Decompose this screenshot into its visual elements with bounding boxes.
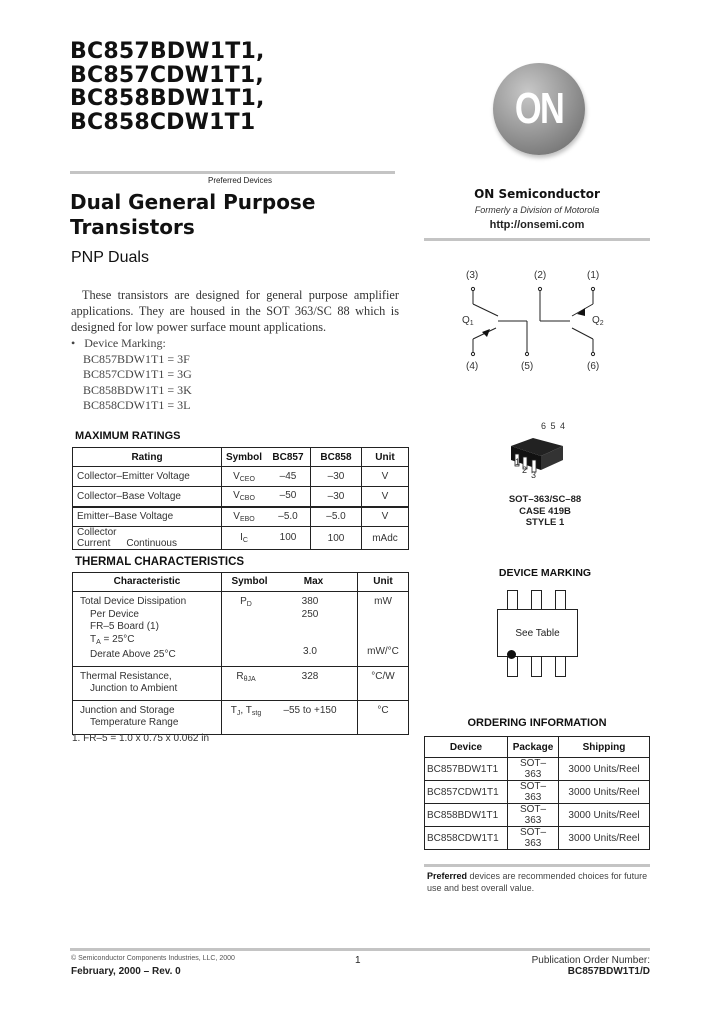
q1-label: $Q_1$ <box>462 315 474 327</box>
preferred-note-text: devices are recommended choices for future use and best overall value. <box>427 871 648 893</box>
cell-bc858: –30 <box>311 467 362 487</box>
cell-characteristic <box>73 700 222 734</box>
col-unit: Unit <box>362 448 409 467</box>
ordering-title: ORDERING INFORMATION <box>467 717 607 729</box>
table-header-row <box>73 573 409 592</box>
marking-list <box>83 352 192 413</box>
char-line: Per Device <box>90 608 139 620</box>
char-line: Junction and Storage <box>80 704 175 716</box>
pin-label: (5) <box>521 361 534 372</box>
page-title <box>70 190 315 240</box>
symbol <box>222 671 270 687</box>
symbol-sub: C <box>242 537 248 544</box>
cell-shipping: 3000 Units/Reel <box>559 758 650 781</box>
preferred-note <box>427 870 652 894</box>
package-pin-labels-top: 6 5 4 <box>541 421 567 431</box>
symbol-sub: D <box>246 601 252 608</box>
cell-unit: V <box>362 507 409 527</box>
col-symbol: Symbol <box>231 575 268 587</box>
cell-rating: Collector–Emitter Voltage <box>73 467 222 487</box>
symbol: V <box>233 470 240 482</box>
footnote: 1. FR–5 = 1.0 x 0.75 x 0.062 in <box>72 733 210 744</box>
cell-symbol-bc857 <box>222 527 311 550</box>
ta-symbol: T <box>90 633 97 645</box>
table-header-row <box>73 448 409 467</box>
cell-symbol-bc857 <box>222 487 311 507</box>
subtitle: PNP Duals <box>71 249 149 266</box>
q2-label: $Q_2$ <box>592 315 604 327</box>
col-device: Device <box>425 737 508 758</box>
cell-characteristic <box>73 592 222 667</box>
symbol-sub: EBO <box>239 515 255 523</box>
cell-bc858: –5.0 <box>311 507 362 527</box>
copyright: © Semiconductor Components Industries, LLC, 2000 <box>71 955 235 962</box>
col-package: Package <box>508 737 559 758</box>
col-symbol-bc857 <box>222 448 311 467</box>
package-case: CASE 419B <box>519 505 571 517</box>
package-info <box>470 494 620 529</box>
char-line <box>80 634 215 650</box>
col-unit: Unit <box>358 573 409 592</box>
col-symbol: Symbol <box>225 451 263 463</box>
cell-shipping: 3000 Units/Reel <box>559 781 650 804</box>
max-ratings-title: MAXIMUM RATINGS <box>75 430 181 442</box>
char-line: Total Device Dissipation <box>80 596 187 607</box>
symbol: I <box>240 532 243 543</box>
package-pin-label: 2 <box>522 465 528 475</box>
preferred-devices-label: Preferred Devices <box>207 176 273 185</box>
char-line: Derate Above 25°C <box>90 649 176 660</box>
date-revision: February, 2000 – Rev. 0 <box>71 966 181 977</box>
char-line: Temperature Range <box>90 717 179 728</box>
cell-unit <box>358 592 409 667</box>
cell-package: SOT–363 <box>508 758 559 781</box>
symbol-sub: CEO <box>239 475 255 483</box>
cell-symbol-max <box>222 666 358 700</box>
table-header-row <box>425 737 650 758</box>
ordering-table <box>424 736 650 850</box>
cell-unit: mAdc <box>362 527 409 550</box>
symbol-sub: J <box>236 709 241 717</box>
company-tagline: Formerly a Division of Motorola <box>474 205 600 215</box>
cell-shipping: 3000 Units/Reel <box>559 827 650 850</box>
package-pin-label: 1 <box>515 457 521 467</box>
unit-value: mW <box>374 596 392 607</box>
title-line: Transistors <box>70 215 195 239</box>
cell-rating <box>73 527 222 550</box>
symbol: V <box>233 490 240 502</box>
cell-unit: °C <box>358 700 409 734</box>
package-3d-icon <box>505 430 575 480</box>
description-paragraph: These transistors are designed for general purpose amplifier applications. They are housed in the SOT 363/SC 88 which is designed for low power surface mount applications. <box>71 288 399 334</box>
char-line: Thermal Resistance, <box>80 670 172 682</box>
footer-divider <box>70 948 650 951</box>
cell-bc857: –5.0 <box>278 510 298 522</box>
table-row <box>73 487 409 507</box>
title-line: Dual General Purpose <box>70 190 316 214</box>
table-row <box>425 781 650 804</box>
cell-device: BC857CDW1T1 <box>425 781 508 804</box>
cell-device: BC857BDW1T1 <box>425 758 508 781</box>
marking-item: BC858BDW1T1 = 3K <box>83 382 192 397</box>
cell-characteristic <box>73 666 222 700</box>
company-name: ON Semiconductor <box>474 187 600 201</box>
device-marking-diagram <box>500 590 578 676</box>
cell-bc857: 100 <box>279 532 297 543</box>
unit-value: mW/°C <box>367 646 399 657</box>
cell-unit: V <box>362 487 409 507</box>
col-bc857: BC857 <box>272 451 304 463</box>
symbol-main: R <box>236 670 244 682</box>
pin-label: (4) <box>466 361 479 372</box>
marking-item: BC857CDW1T1 = 3G <box>83 367 192 382</box>
cell-unit: °C/W <box>358 666 409 700</box>
table-row <box>73 507 409 527</box>
cell-package: SOT–363 <box>508 804 559 827</box>
char-line: Junction to Ambient <box>90 683 178 694</box>
col-characteristic: Characteristic <box>73 573 222 592</box>
max-value: 3.0 <box>303 646 317 657</box>
cell-rating: Collector–Base Voltage <box>73 487 222 507</box>
symbol-main: T <box>230 704 237 716</box>
thermal-title: THERMAL CHARACTERISTICS <box>75 556 245 568</box>
max-value: 250 <box>301 608 319 620</box>
symbol-sub: θJA <box>243 675 256 683</box>
cell-bc857: –45 <box>279 470 297 482</box>
thermal-table <box>72 572 409 735</box>
pin-label: (6) <box>587 361 600 372</box>
pin-label: (3) <box>466 270 479 281</box>
char-line: FR–5 Board (1) <box>90 621 159 632</box>
preferred-note-bold: Preferred <box>427 871 468 881</box>
package-pin-label: 3 <box>531 470 537 480</box>
symbol <box>222 705 270 721</box>
device-marking-bullet <box>71 336 166 351</box>
max-values <box>270 596 350 659</box>
bullet-label: Device Marking: <box>84 336 166 350</box>
logo-text: ON <box>514 84 564 133</box>
ta-rest: = 25°C <box>100 633 135 645</box>
cell-bc857: –50 <box>279 490 297 502</box>
table-row <box>73 666 409 700</box>
col-shipping: Shipping <box>559 737 650 758</box>
symbol-main: , T <box>240 704 252 716</box>
rating-extra: Continuous <box>126 538 177 549</box>
table-row <box>425 758 650 781</box>
col-rating: Rating <box>73 448 222 467</box>
cell-symbol-bc857 <box>222 507 311 527</box>
cell-bc858: –30 <box>311 487 362 507</box>
part-number: BC858CDW1T1 <box>70 109 256 135</box>
cell-symbol-max <box>222 592 358 667</box>
note-divider <box>424 864 650 867</box>
company-url[interactable]: http://onsemi.com <box>489 219 585 231</box>
part-number: BC858BDW1T1, <box>70 86 265 111</box>
table-row <box>73 592 409 667</box>
rating-label: Collector Current <box>77 527 117 549</box>
header-divider <box>70 171 395 174</box>
cell-bc858: 100 <box>311 527 362 550</box>
symbol-sub: stg <box>251 709 262 717</box>
package-style: STYLE 1 <box>525 517 565 528</box>
table-row <box>73 467 409 487</box>
cell-device: BC858BDW1T1 <box>425 804 508 827</box>
ta-sub: A <box>96 638 101 646</box>
pin-label: (2) <box>534 270 547 281</box>
cell-symbol-max <box>222 700 358 734</box>
pin-label: (1) <box>587 270 600 281</box>
part-number: BC857CDW1T1, <box>70 62 264 88</box>
col-symbol-max <box>222 573 358 592</box>
cell-device: BC858CDW1T1 <box>425 827 508 850</box>
table-row <box>425 804 650 827</box>
max-value: 380 <box>301 596 319 607</box>
pub-order-label: Publication Order Number: <box>531 955 650 966</box>
table-row <box>425 827 650 850</box>
col-max: Max <box>303 575 324 587</box>
device-marking-title: DEVICE MARKING <box>498 567 592 579</box>
max-ratings-table <box>72 447 409 550</box>
cell-package: SOT–363 <box>508 781 559 804</box>
page-number: 1 <box>355 955 361 966</box>
cell-rating: Emitter–Base Voltage <box>73 507 222 527</box>
symbol-main: P <box>240 596 247 607</box>
brand-divider <box>424 238 650 241</box>
marking-text: See Table <box>515 627 560 639</box>
cell-symbol-bc857 <box>222 467 311 487</box>
marking-item: BC857BDW1T1 = 3F <box>83 352 190 366</box>
symbol: V <box>233 510 240 522</box>
part-number: BC857BDW1T1, <box>70 39 265 64</box>
symbol <box>222 596 270 659</box>
symbol-sub: CBO <box>239 495 255 503</box>
table-row <box>73 700 409 734</box>
max-value: 328 <box>301 670 319 682</box>
max-value: –55 to +150 <box>283 704 337 716</box>
cell-unit: V <box>362 467 409 487</box>
emitter-arrow-icons <box>482 308 585 337</box>
marking-item: BC858CDW1T1 = 3L <box>83 397 191 412</box>
bullet-icon: • <box>71 336 76 350</box>
table-row <box>73 527 409 550</box>
part-number-list <box>70 40 265 134</box>
col-bc858: BC858 <box>311 448 362 467</box>
cell-package: SOT–363 <box>508 827 559 850</box>
package-name: SOT–363/SC–88 <box>508 494 582 505</box>
cell-shipping: 3000 Units/Reel <box>559 804 650 827</box>
on-logo <box>493 63 585 155</box>
pub-order-number: BC857BDW1T1/D <box>567 966 650 977</box>
